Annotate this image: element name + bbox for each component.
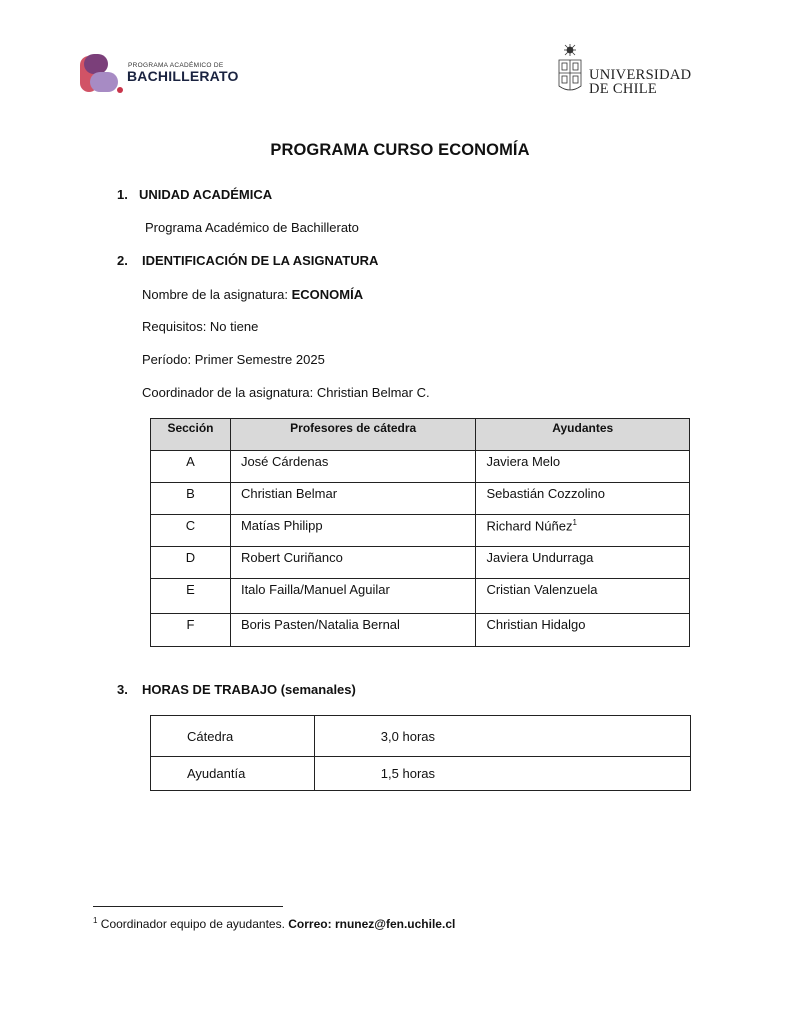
cell-profesores: José Cárdenas — [230, 451, 476, 483]
cell-seccion: C — [151, 515, 231, 547]
table-row — [151, 716, 691, 757]
footnote-email-label: Correo: — [288, 917, 335, 931]
cell-profesores: Italo Failla/Manuel Aguilar — [230, 579, 476, 614]
footnote-text: Coordinador equipo de ayudantes. — [97, 917, 289, 931]
table-row — [151, 614, 690, 647]
footnote-marker: 1 — [572, 518, 577, 527]
cell-tipo: Cátedra — [151, 716, 315, 757]
header-seccion: Sección — [151, 419, 231, 451]
bachillerato-logo — [80, 52, 250, 96]
section2-number: 2. — [117, 253, 128, 268]
cell-horas: 1,5 horas — [314, 757, 690, 791]
sections-table-header — [151, 419, 690, 451]
table-row — [151, 515, 690, 547]
header-ayudantes: Ayudantes — [476, 419, 690, 451]
cell-seccion: E — [151, 579, 231, 614]
cell-horas: 3,0 horas — [314, 716, 690, 757]
cell-seccion: B — [151, 483, 231, 515]
cell-seccion: D — [151, 547, 231, 579]
requisitos-line: Requisitos: No tiene — [142, 319, 259, 334]
table-row — [151, 547, 690, 579]
section1-text: Programa Académico de Bachillerato — [145, 220, 359, 235]
uchile-crest-icon — [555, 42, 585, 96]
section3-number: 3. — [117, 682, 128, 697]
cell-profesores: Robert Curiñanco — [230, 547, 476, 579]
course-name-label: Nombre de la asignatura: — [142, 287, 292, 302]
uchile-logo-line1: UNIVERSIDAD — [589, 67, 692, 83]
section3-title-suffix: (semanales) — [277, 682, 356, 697]
course-name-line — [142, 287, 363, 302]
section1-number: 1. — [117, 187, 128, 202]
ayudante-name: Richard Núñez — [486, 518, 573, 534]
bachillerato-logo-big-text: BACHILLERATO — [127, 68, 239, 84]
hours-table — [150, 715, 691, 791]
cell-seccion: F — [151, 614, 231, 647]
footnote-email[interactable]: rnunez@fen.uchile.cl — [334, 917, 456, 931]
cell-ayudantes: Javiera Undurraga — [476, 547, 690, 579]
course-name-value: ECONOMÍA — [291, 287, 364, 302]
cell-seccion: A — [151, 451, 231, 483]
table-row — [151, 757, 691, 791]
cell-profesores: Matías Philipp — [230, 515, 476, 547]
cell-ayudantes — [476, 515, 690, 547]
header-profesores: Profesores de cátedra — [230, 419, 476, 451]
cell-ayudantes: Sebastián Cozzolino — [476, 483, 690, 515]
footnote-number: 1 — [93, 916, 98, 925]
page-title: PROGRAMA CURSO ECONOMÍA — [270, 141, 530, 159]
bachillerato-logo-mark — [80, 52, 124, 96]
periodo-line: Período: Primer Semestre 2025 — [142, 352, 325, 367]
cell-profesores: Boris Pasten/Natalia Bernal — [230, 614, 476, 647]
coordinador-line: Coordinador de la asignatura: Christian Belmar C. — [142, 385, 430, 400]
footnote — [93, 916, 455, 931]
cell-ayudantes: Cristian Valenzuela — [476, 579, 690, 614]
sections-table — [150, 418, 690, 647]
table-row — [151, 451, 690, 483]
table-row — [151, 483, 690, 515]
uchile-logo-line2: DE CHILE — [589, 81, 658, 97]
cell-tipo: Ayudantía — [151, 757, 315, 791]
bachillerato-logo-small-text: PROGRAMA ACADÉMICO DE — [128, 62, 224, 69]
section3-title-line — [142, 682, 356, 697]
section2-title: IDENTIFICACIÓN DE LA ASIGNATURA — [142, 253, 379, 268]
table-row — [151, 579, 690, 614]
cell-ayudantes: Javiera Melo — [476, 451, 690, 483]
uchile-logo — [555, 42, 695, 98]
cell-profesores: Christian Belmar — [230, 483, 476, 515]
footnote-divider — [93, 906, 283, 907]
section1-title: UNIDAD ACADÉMICA — [139, 187, 273, 202]
cell-ayudantes: Christian Hidalgo — [476, 614, 690, 647]
section3-title: HORAS DE TRABAJO — [142, 682, 278, 697]
